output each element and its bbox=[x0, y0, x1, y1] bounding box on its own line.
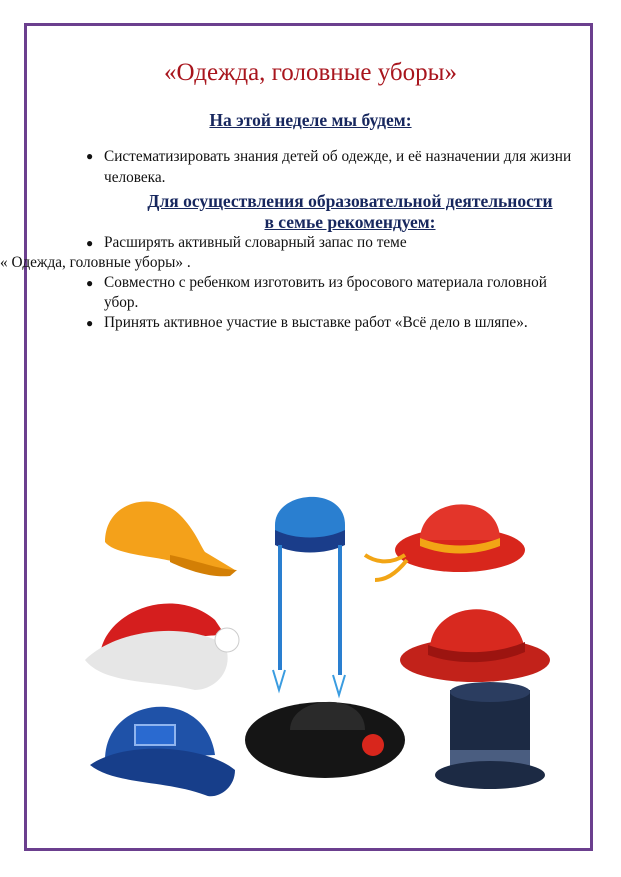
cloche-icon bbox=[90, 707, 235, 797]
family-heading-line1: Для осуществления образовательной деятельности bbox=[147, 191, 553, 211]
bullet-icon: ● bbox=[86, 276, 94, 290]
list-item-text: Систематизировать знания детей об одежде, и её назначении для жизни человека. bbox=[104, 148, 572, 186]
list-item-text: Принять активное участие в выставке работ «Всё дело в шляпе». bbox=[104, 314, 528, 331]
hats-illustration bbox=[75, 470, 555, 810]
list-item bbox=[86, 146, 574, 188]
week-list bbox=[86, 146, 574, 188]
list-item-text: Расширять активный словарный запас по теме bbox=[104, 234, 407, 251]
bullet-icon: ● bbox=[86, 316, 94, 330]
family-heading-line2: в семье рекомендуем: bbox=[264, 212, 436, 232]
cap-icon bbox=[105, 501, 237, 576]
family-list bbox=[0, 233, 574, 333]
bullet-icon: ● bbox=[86, 236, 94, 250]
list-item bbox=[86, 273, 574, 313]
list-item-text: Совместно с ребенком изготовить из бросового материала головной убор. bbox=[104, 274, 547, 311]
list-item bbox=[86, 233, 574, 253]
top-hat-icon bbox=[435, 682, 545, 789]
list-item-text: « Одежда, головные уборы» . bbox=[0, 254, 191, 271]
week-heading: На этой неделе мы будем: bbox=[209, 110, 412, 130]
bullet-icon: ● bbox=[86, 149, 94, 163]
lady-red-hat-icon bbox=[365, 504, 525, 580]
list-item-continuation bbox=[0, 253, 574, 273]
list-item bbox=[86, 313, 574, 333]
wide-brim-hat-icon bbox=[245, 702, 405, 778]
page-title: «Одежда, головные уборы» bbox=[164, 59, 457, 86]
santa-hat-icon bbox=[85, 604, 239, 690]
fedora-icon bbox=[400, 609, 550, 682]
knit-hat-icon bbox=[273, 497, 345, 695]
